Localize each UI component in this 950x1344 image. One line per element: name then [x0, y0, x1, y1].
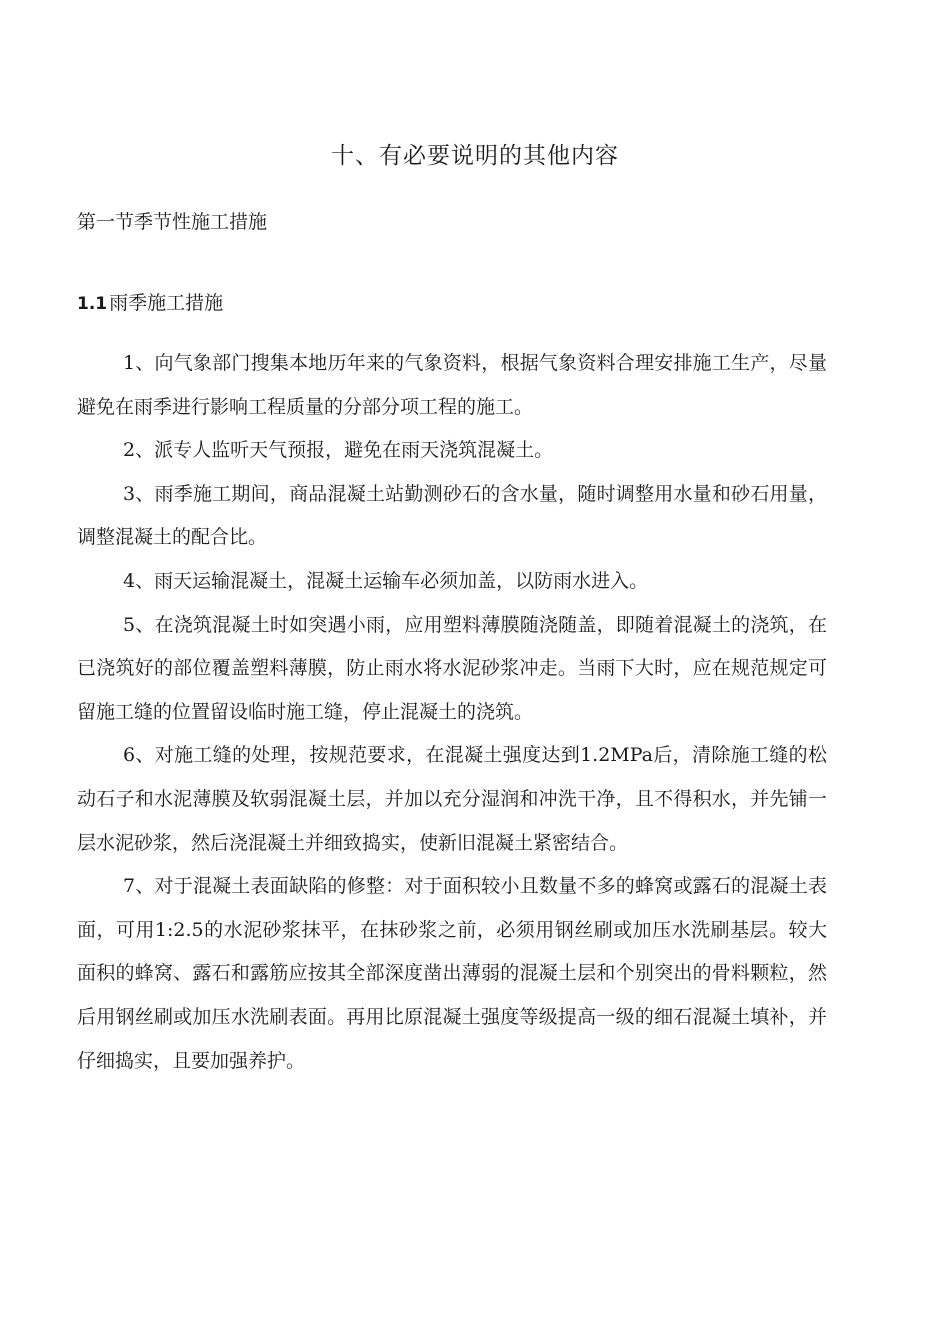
subsection-label: 雨季施工措施 — [109, 292, 224, 314]
section-heading: 第一节季节性施工措施 — [77, 211, 268, 233]
paragraph-4: 4、雨天运输混凝土，混凝土运输车必须加盖，以防雨水进入。 — [123, 569, 649, 592]
paragraph-3: 3、雨季施工期间，商品混凝土站勤测砂石的含水量，随时调整用水量和砂石用量，调整混凝土的配合比。 — [77, 482, 827, 549]
paragraph-1: 1、向气象部门搜集本地历年来的气象资料，根据气象资料合理安排施工生产，尽量避免在雨季进行影响工程质量的分部分项工程的施工。 — [77, 352, 827, 418]
paragraph-6: 6、对施工缝的处理，按规范要求，在混凝土强度达到1.2MPa后，清除施工缝的松动石子和水泥薄膜及软弱混凝土层，并加以充分湿润和冲洗干净，且不得积水，并先铺一层水泥砂浆，然后浇混凝土并细致捣实，使新旧混凝土紧密结合。 — [77, 744, 827, 854]
subsection-heading — [77, 288, 223, 315]
paragraph-5: 5、在浇筑混凝土时如突遇小雨，应用塑料薄膜随浇随盖，即随着混凝土的浇筑，在已浇筑好的部位覆盖塑料薄膜，防止雨水将水泥砂浆冲走。当雨下大时，应在规范规定可留施工缝的位置留设临时施工缝，停止混凝土的浇筑。 — [77, 613, 827, 723]
paragraph-7: 7、对于混凝土表面缺陷的修整：对于面积较小且数量不多的蜂窝或露石的混凝土表面，可用1:2.5的水泥砂浆抹平，在抹砂浆之前，必须用钢丝刷或加压水洗刷基层。较大面积的蜂窝、露石和露筋应按其全部深度凿出薄弱的混凝土层和个别突出的骨料颗粒，然后用钢丝刷或加压水洗刷表面。再用比原混凝土强度等级提高一级的细石混凝土填补，并仔细捣实，且要加强养护。 — [77, 875, 827, 1072]
paragraph-2: 2、派专人监听天气预报，避免在雨天浇筑混凝土。 — [123, 439, 554, 462]
document-title: 十、有必要说明的其他内容 — [331, 143, 619, 169]
body-text — [77, 342, 827, 1083]
subsection-number: 1.1 — [77, 294, 108, 314]
